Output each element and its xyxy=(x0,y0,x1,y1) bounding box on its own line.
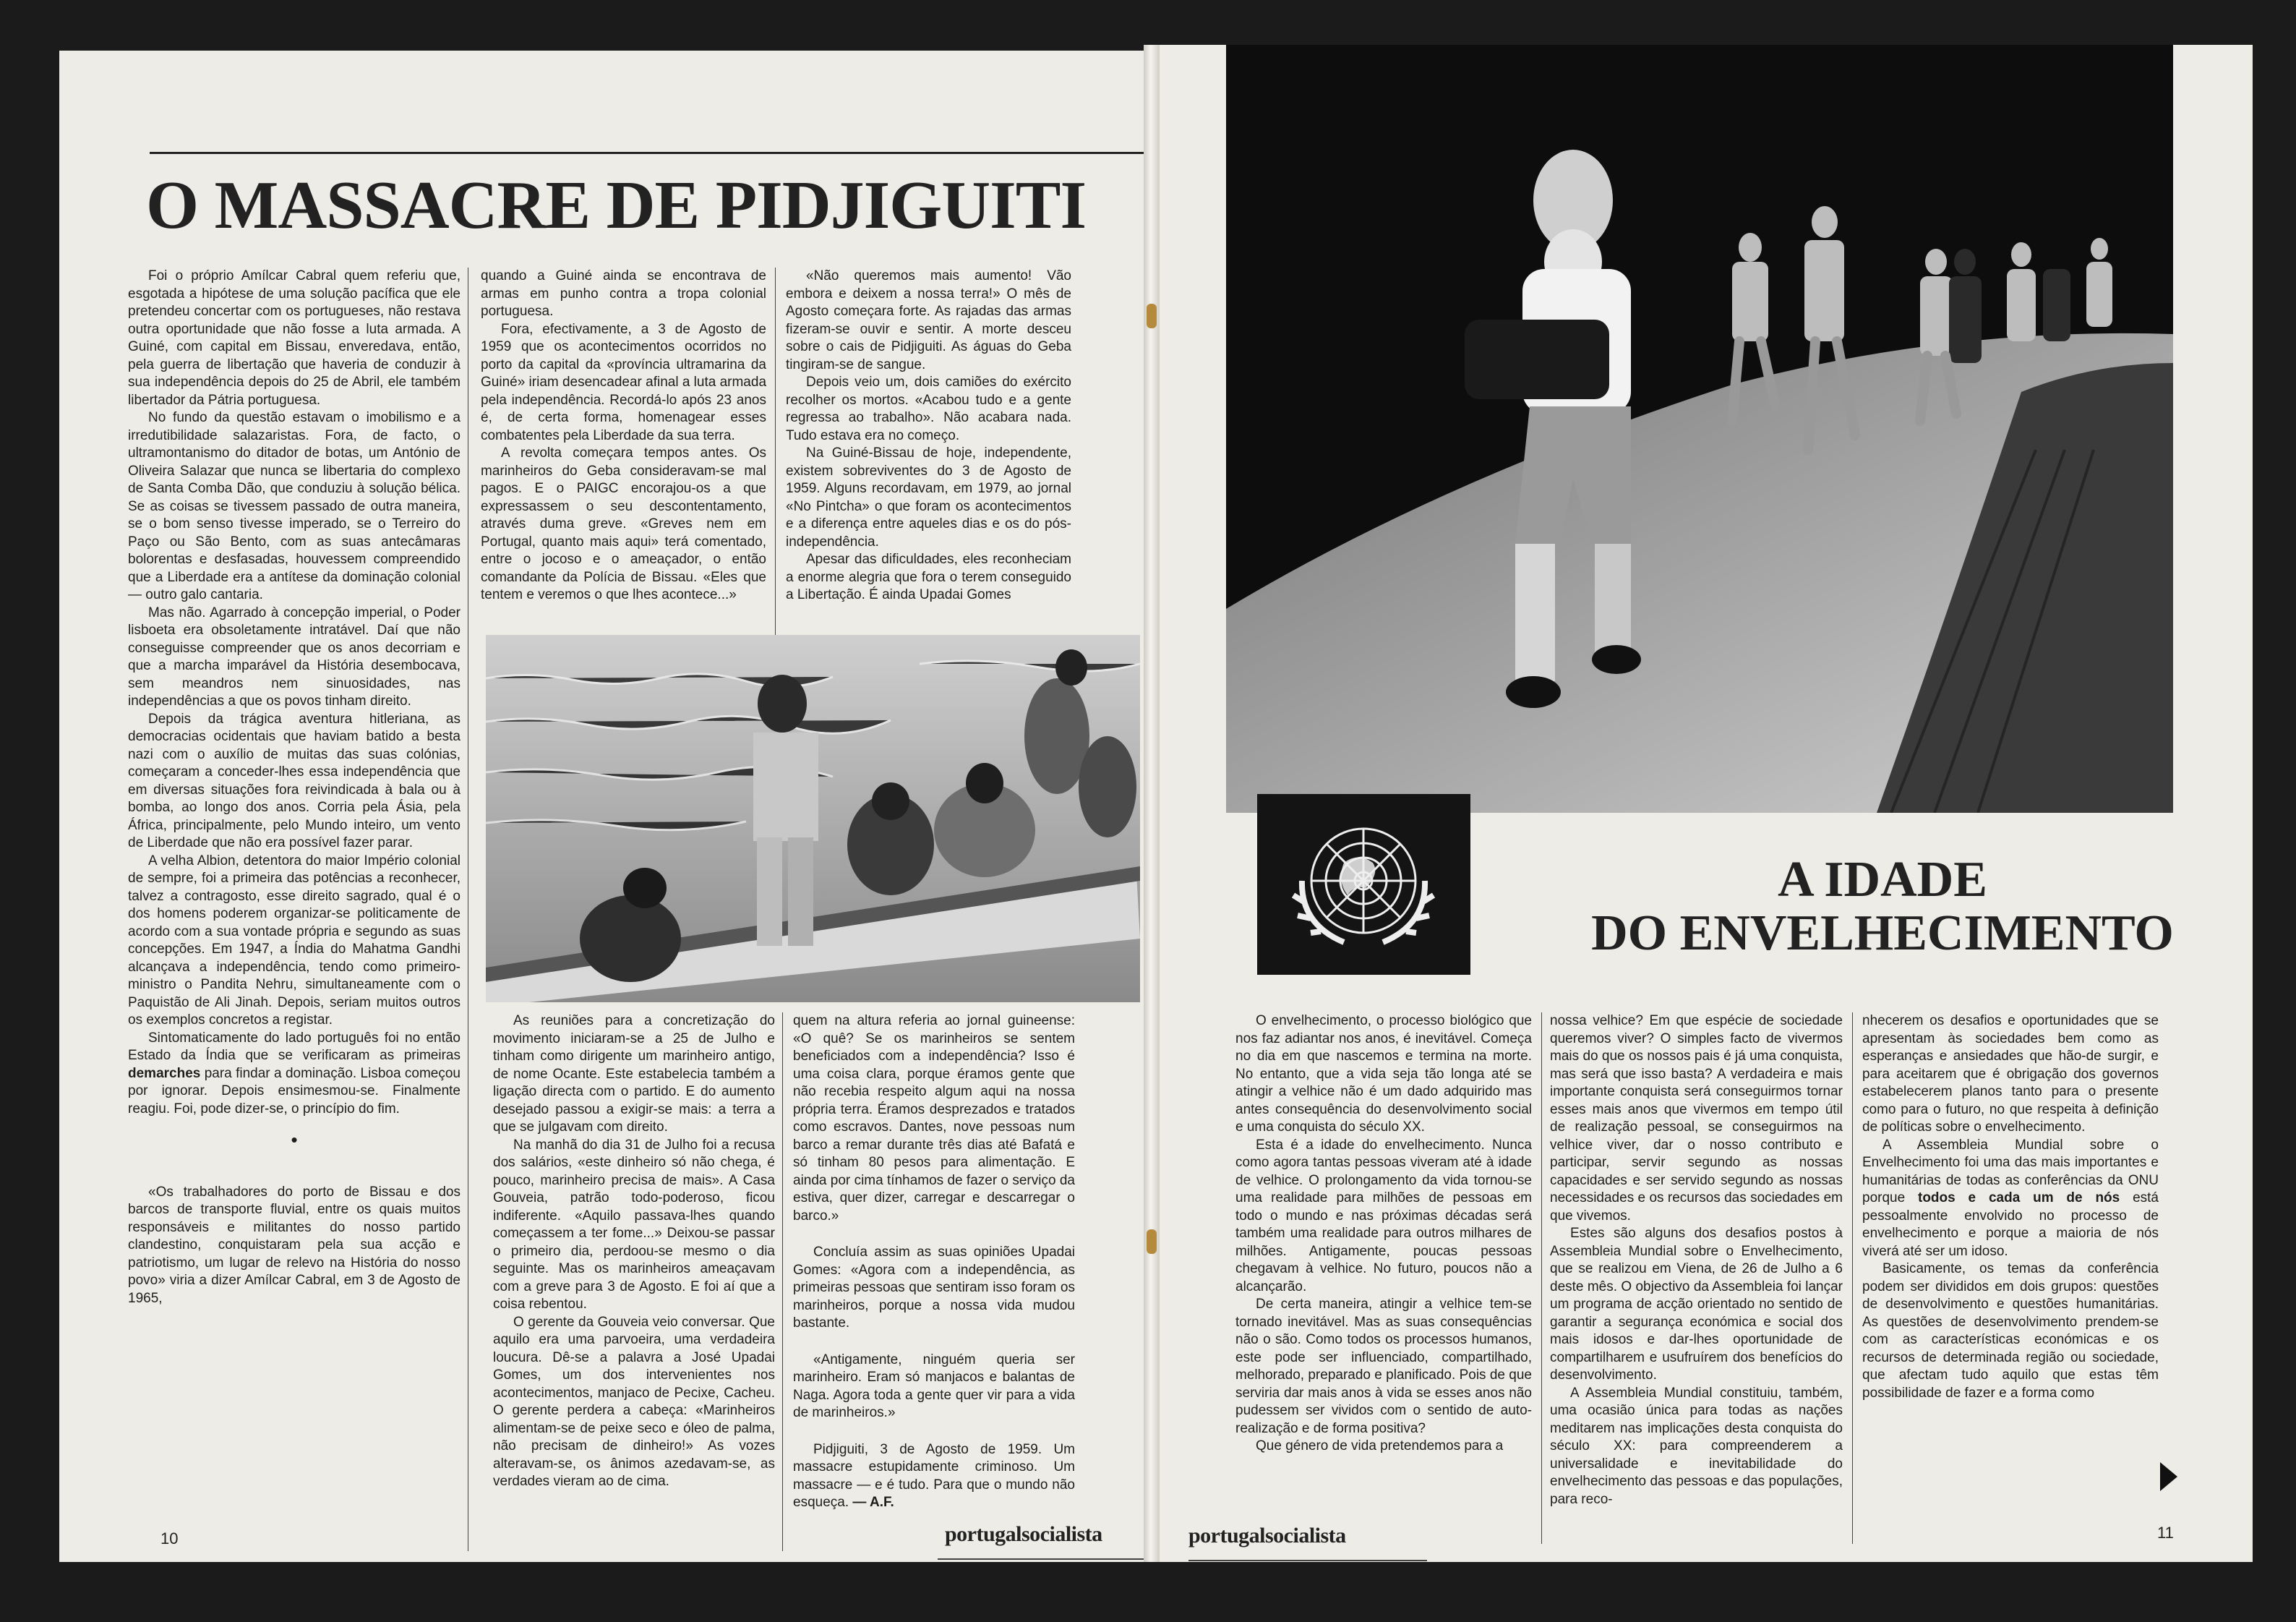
staple xyxy=(1147,1229,1157,1254)
column-rule xyxy=(775,268,776,658)
paragraph: A Assembleia Mundial sobre o Envelhecimento foi uma das mais importantes e humanitárias de todas as conferências da ONU porque todos e cada um de nós está pessoalmente envolvido no processo de envelhecimento e porque a maioria de nós viverá até ser um idoso. xyxy=(1862,1137,2159,1259)
column-rule xyxy=(1541,1012,1542,1544)
left-col-2-bottom xyxy=(493,1012,775,1491)
right-col-1 xyxy=(1235,1012,1532,1456)
brand-rule xyxy=(1188,1560,1427,1561)
paragraph: O envelhecimento, o processo biológico que nos faz adiantar nos anos, é inevitável. Começa no dia em que nascemos e termina na morte. No entanto, que a vida seja tão longa até se atingir a velhice não é um dado adquirido mas antes consequência do desenvolvimento social e uma conquista do século XX. xyxy=(1235,1013,1532,1135)
paragraph: Depois da trágica aventura hitleriana, as democracias ocidentais que haviam batido a besta nazi com o auxílio de muitas das suas colónias, começaram a conceder-lhes essa independência que em diversas situações fora reivindicada à bala ou à bomba, ao longo dos anos. Corria pela Ásia, pela África, principalmente, pelo Mundo inteiro, um vento de Liberdade que não era possível fazer parar. xyxy=(128,711,461,850)
paragraph: Basicamente, os temas da conferência podem ser divididos em dois grupos: questões de desenvolvimento e questões humanitárias. As questões de desenvolvimento prendem-se com as características económicas e os recursos de determinada região ou sociedade, que afectam tudo aquilo que estas têm possibilidade de fazer e a forma como xyxy=(1862,1261,2159,1401)
paragraph: A Assembleia Mundial constituiu, também, uma ocasião única para todas as nações meditarem nas implicações desta conquista do século XX: para compreenderem a universalidade e inevitabilidade do envelhecimento das pessoas e das populações, para reco- xyxy=(1550,1385,1843,1507)
paragraph: nhecerem os desafios e oportunidades que se apresentam às sociedades bem como as esperanças e ansiedades que hão-de surgir, e para aceitarem que é obrigação dos governos estabelecerem planos tanto para o presente como para o futuro, no que respeita à definição de políticas sobre o envelhecimento. xyxy=(1862,1013,2159,1135)
spine-gutter xyxy=(1144,45,1160,1562)
bold-term: demarches xyxy=(128,1065,201,1081)
paragraph: Apesar das dificuldades, eles reconheciam a enorme alegria que fora o terem conseguido a Libertação. É ainda Upadai Gomes xyxy=(786,552,1071,602)
boat-photo-image xyxy=(486,635,1140,1002)
left-col-3-top xyxy=(786,268,1071,605)
paragraph: Sintomaticamente do lado português foi no então Estado da Índia que se verificaram as primeiras demarches para findar a dominação. Lisboa começou por ignorar. Depois ensimesmou-se. Finalmente reagiu. Foi, pode dizer-se, o princípio do fim. xyxy=(128,1030,461,1117)
paragraph: Na manhã do dia 31 de Julho foi a recusa dos salários, «este dinheiro só não chega, é pouco, marinheiro precisa de mais». A Casa Gouveia, patrão todo-poderoso, ficou indiferente. «Aquilo passava-lhes quando começassem a ter fome...» Deixou-se passar o primeiro dia, perdoou-se mesmo o dia seguinte. Mas os marinheiros ameaçavam com a greve para 3 de Agosto. E foi aí que a coisa rebentou. xyxy=(493,1137,775,1312)
title-rule xyxy=(150,152,1144,154)
paragraph: Fora, efectivamente, a 3 de Agosto de 1959 que os acontecimentos ocorridos no porto da capital da «província ultramarina da Guiné» iriam desencadear afinal a luta armada pela independência. Recordá-lo após 23 anos é, de certa forma, homenagear esses combatentes pela Liberdade da sua terra. xyxy=(481,321,767,443)
right-col-3 xyxy=(1862,1012,2159,1402)
paragraph: «Não queremos mais aumento! Vão embora e deixem a nossa terra!» O mês de Agosto começara forte. As rajadas das armas fizeram-se ouvir e sentir. A morte desceu sobre o cais de Pidjiguiti. As águas do Geba tingiram-se de sangue. xyxy=(786,268,1071,372)
article-title-pidjiguiti: O MASSACRE DE PIDJIGUITI xyxy=(146,168,1087,243)
section-bullet: • xyxy=(291,1129,298,1151)
paragraph: De certa maneira, atingir a velhice tem-se tornado inevitável. Mas as suas consequências não o são. Como todos os processos humanos, este pode ser influenciado, compartilhado, melhorado, preparado e planificado. Pois de que serviria dar mais anos à vida se esses anos não pudessem ser vividos com o sentido de auto-realização e de forma positiva? xyxy=(1235,1297,1532,1436)
paragraph: Que género de vida pretendemos para a xyxy=(1256,1438,1504,1454)
column-rule xyxy=(782,1012,783,1551)
un-globe-icon xyxy=(1257,794,1470,975)
left-col-2-top xyxy=(481,268,766,605)
paragraph: quando a Guiné ainda se encontrava de armas em punho contra a tropa colonial portuguesa. xyxy=(481,268,766,319)
paragraph: Mas não. Agarrado à concepção imperial, o Poder lisboeta era obsoletamente intratável. Daí que não conseguisse compreender que os anos decorriam e que a marcha imparável da História desembocava, sem meandros nem sinuosidades, nas independências a que os povos tinham direito. xyxy=(128,605,461,709)
paragraph: A velha Albion, detentora do maior Império colonial de sempre, foi a primeira das potências a reconhecer, talvez a contragosto, esse direito sagrado, qual é o dos homens poderem organizar-se politicamente de acordo com a sua vontade própria e segundo as suas concepções. Em 1947, a Índia do Mahatma Gandhi alcançava a independência, tendo como primeiro-ministro o Pandita Nehru, simultaneamente com o Paquistão de Ali Jinah. Depois, seriam muitos outros os exemplos concretos a registar. xyxy=(128,853,461,1028)
paragraph: Depois veio um, dois camiões do exército recolher os mortos. «Acabou tudo e a gente regressa ao trabalho». Não acabara nada. Tudo estava era no começo. xyxy=(786,375,1071,443)
page-number: 10 xyxy=(160,1529,179,1548)
column-rule xyxy=(1852,1012,1853,1544)
left-page xyxy=(59,51,1144,1562)
paragraph: A revolta começara tempos antes. Os marinheiros do Geba consideravam-se mal pagos. E o PAIGC encorajou-os a que expressassem o seu descontentamento, através duma greve. «Greves nem em Portugal, quanto mais aqui» terá comentado, entre o jocoso e o ameaçador, o então comandante da Polícia de Bissau. «Eles que tentem e veremos o que lhes acontece...» xyxy=(481,445,766,602)
left-col-3-bottom xyxy=(793,1012,1075,1512)
paragraph: nossa velhice? Em que espécie de sociedade queremos viver? O simples facto de vivermos mais do que os nossos pais é já uma conquista, mas será que isso basta? A verdadeira e mais importante conquista será conseguirmos tornar esses mais anos que vivermos em tempo útil de realização pessoal, se conseguirmos na velhice viver, dar o nosso contributo e participar, servir segundo as nossas capacidades e ser servido segundo as nossas necessidades e os recursos das sociedades em que vivemos. xyxy=(1550,1013,1843,1224)
paragraph: As reuniões para a concretização do movimento iniciaram-se a 25 de Julho e tinham como dirigente um marinheiro antigo, de nome Ocante. Este estabelecia também a ligação directa com o partido. E do aumento desejado passou a exigir-se mais: a terra a que se julgavam com direito. xyxy=(493,1013,775,1135)
paragraph: Pidjiguiti, 3 de Agosto de 1959. Um massacre estupidamente criminoso. Um massacre — e é tudo. Para que o mundo não esqueça. — A.F. xyxy=(793,1441,1075,1510)
continue-arrow-icon xyxy=(2160,1462,2177,1491)
paragraph: «Antigamente, ninguém queria ser marinheiro. Eram só manjacos e balantas de Naga. Agora toda a gente quer vir para a vida de marinheiros.» xyxy=(793,1352,1075,1420)
paragraph: Concluía assim as suas opiniões Upadai Gomes: «Agora com a independência, as primeiras pessoas que sentiram isso foram os marinheiros, porque a nossa vida mudou bastante. xyxy=(793,1245,1075,1331)
un-emblem xyxy=(1257,794,1470,975)
paragraph: Foi o próprio Amílcar Cabral quem referiu que, esgotada a hipótese de uma solução pacífica que ele pretendeu concertar com os portugueses, não restava outra oportunidade que não fosse a luta armada. A Guiné, com capital em Bissau, enveredava, então, pela guerra de libertação que haveria de conduzir à sua independência depois do 25 de Abril, ele também libertador da Pátria portuguesa. xyxy=(128,268,461,408)
right-page xyxy=(1160,45,2253,1562)
article-title-ageing: A IDADE DO ENVELHECIMENTO xyxy=(1591,852,2174,961)
author-signature: — A.F. xyxy=(852,1495,894,1510)
right-col-2 xyxy=(1550,1012,1843,1508)
paragraph: O gerente da Gouveia veio conversar. Que aquilo era uma parvoeira, uma verdadeira loucura. Dê-se a palavra a José Upadai Gomes, um dos intervenientes nos acontecimentos, manjaco de Pecixe, Cacheu. O gerente perdera a cabeça: «Marinheiros alimentam-se de peixe seco e óleo de palma, não precisam de dinheiro!» As vozes alteravam-se, os ânimos azedavam-se, as verdades vieram ao de cima. xyxy=(493,1314,775,1489)
magazine-brand: portugalsocialista xyxy=(1188,1524,1346,1548)
left-col-1 xyxy=(128,268,461,1307)
runners-photo-image xyxy=(1226,45,2173,813)
paragraph: Na Guiné-Bissau de hoje, independente, existem sobreviventes do 3 de Agosto de 1959. Alguns recordavam, em 1979, ao jornal «No Pintcha» o que foram os acontecimentos e a diferença entre aqueles dias e os do pós-independência. xyxy=(786,445,1071,550)
paragraph: Estes são alguns dos desafios postos à Assembleia Mundial sobre o Envelhecimento, que se realizou em Viena, de 26 de Julho a 6 deste mês. O objectivo da Assembleia foi lançar um programa de acção orientado no sentido de garantir a segurança económica e social dos mais idosos e dar-lhes oportunidade de compartilharem e usufruírem dos benefícios do desenvolvimento. xyxy=(1550,1226,1843,1383)
brand-rule xyxy=(938,1558,1144,1560)
paragraph: Esta é a idade do envelhecimento. Nunca como agora tantas pessoas viveram até à idade de velhice. O prolongamento da vida tornou-se uma realidade para milhões de pessoas em todo o mundo e nas próximas décadas será também uma realidade para outros milhares de milhões. Antigamente, poucas pessoas chegavam à velhice. No futuro, poucos não a alcançarão. xyxy=(1235,1137,1532,1294)
paragraph: «Os trabalhadores do porto de Bissau e dos barcos de transporte fluvial, entre os quais muitos responsáveis e militantes do nosso partido clandestino, conquistaram pela sua acção e patriotismo, um lugar de relevo na História do nosso povo» viria a dizer Amílcar Cabral, em 3 de Agosto de 1965, xyxy=(128,1184,461,1306)
boat-photo xyxy=(486,635,1140,1002)
runners-photo xyxy=(1226,45,2173,813)
page-number: 11 xyxy=(2157,1524,2174,1542)
magazine-brand: portugalsocialista xyxy=(945,1522,1102,1546)
paragraph: No fundo da questão estavam o imobilismo e a irredutibilidade salazaristas. Fora, de facto, o ultramontanismo do ditador de botas, um António de Oliveira Salazar que nunca se libertaria do complexo de Santa Comba Dão, que conduziu à solução bélica. Se as coisas se tivessem passado de outra maneira, se o bom senso tivesse imperado, se o Terreiro do Paço ou São Bento, com as suas antecâmaras bolorentas e desfasadas, houvessem compreendido que a Liberdade era a antítese da dominação colonial — outro galo cantaria. xyxy=(128,410,461,602)
bold-phrase: todos e cada um de nós xyxy=(1918,1190,2120,1205)
paragraph: quem na altura referia ao jornal guineense: «O quê? Se os marinheiros se sentem beneficiados com a independência? Isso é uma coisa clara, porque éramos gente que não recebia respeito algum aqui na nossa própria terra. Éramos desprezados e tratados como escravos. Dantes, nove pessoas num barco a remar durante três dias até Bafatá e só tinham 80 pesos para alimentação. E ainda por cima tínhamos de fazer o serviço da estiva, quer dizer, carregar e descarregar o barco.» xyxy=(793,1013,1075,1224)
staple xyxy=(1147,304,1157,328)
